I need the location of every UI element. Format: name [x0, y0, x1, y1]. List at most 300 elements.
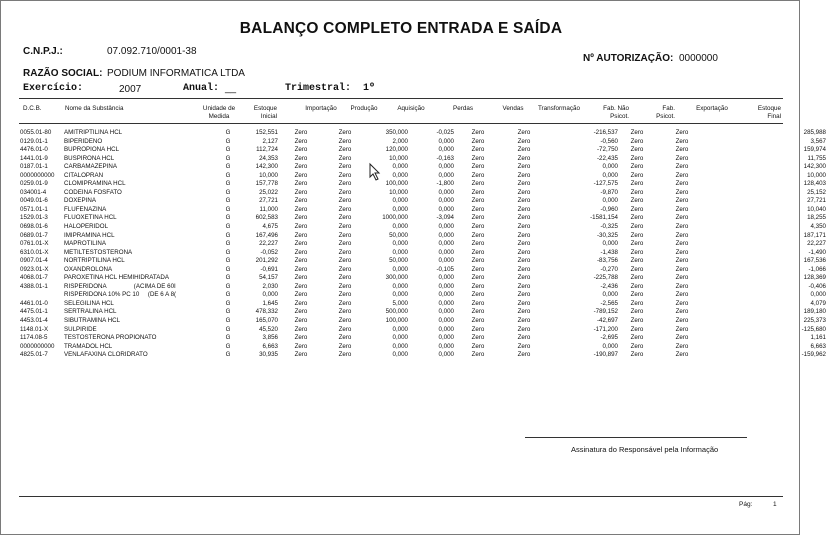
cell-exportacao: Zero	[675, 188, 689, 196]
cell-aquisicao: 120,000	[385, 146, 408, 154]
cell-producao: Zero	[338, 351, 352, 359]
cell-perdas: 0,000	[438, 308, 454, 316]
cell-unidade: G	[225, 214, 231, 222]
cell-dcb: 1529.01-3	[20, 214, 48, 222]
cell-importacao: Zero	[294, 282, 308, 290]
cell-unidade: G	[225, 265, 231, 273]
cell-perdas: 0,000	[438, 351, 454, 359]
cell-importacao: Zero	[294, 163, 308, 171]
cell-producao: Zero	[338, 137, 352, 145]
cell-aquisicao: 0,000	[392, 171, 408, 179]
cell-dcb: 4475.01-1	[20, 308, 48, 316]
footer-divider	[19, 496, 783, 497]
trimestral-label: Trimestral:	[285, 83, 352, 94]
cell-unidade: G	[225, 325, 231, 333]
cell-estoque-final: 10,000	[807, 171, 826, 179]
cell-estoque-inicial: 10,000	[259, 171, 278, 179]
cell-fab-psicot: Zero	[630, 334, 644, 342]
cell-transformacao: Zero	[517, 342, 531, 350]
cell-vendas: Zero	[471, 351, 485, 359]
cell-transformacao: Zero	[517, 257, 531, 265]
cell-vendas: Zero	[471, 154, 485, 162]
cell-transformacao: Zero	[517, 240, 531, 248]
cell-perdas: -0,105	[436, 265, 454, 273]
cell-aquisicao: 50,000	[389, 257, 408, 265]
cell-dcb: 4068.01-7	[20, 274, 48, 282]
cell-estoque-inicial: -0,052	[260, 248, 278, 256]
cell-perdas: -0,163	[436, 154, 454, 162]
cell-dcb: 0049.01-6	[20, 197, 48, 205]
cell-unidade: G	[225, 137, 231, 145]
cell-transformacao: Zero	[517, 154, 531, 162]
table-row	[20, 146, 826, 155]
cell-fab-psicot: Zero	[630, 265, 644, 273]
cell-exportacao: Zero	[675, 265, 689, 273]
cell-unidade: G	[225, 317, 231, 325]
cell-vendas: Zero	[471, 223, 485, 231]
table-row	[20, 232, 826, 241]
cell-aquisicao: 0,000	[392, 223, 408, 231]
cell-vendas: Zero	[471, 205, 485, 213]
col-fab-psicot: Fab. Psicot.	[656, 105, 675, 120]
cell-producao: Zero	[338, 334, 352, 342]
cell-fab-psicot: Zero	[630, 137, 644, 145]
table-row	[20, 283, 826, 292]
table-row	[20, 129, 826, 138]
cell-exportacao: Zero	[675, 163, 689, 171]
cell-dcb: 0689.01-7	[20, 231, 48, 239]
cell-fab-psicot: Zero	[630, 299, 644, 307]
table-row	[20, 266, 826, 275]
cell-fab-nao-psicot: -72,750	[597, 146, 618, 154]
cell-vendas: Zero	[471, 334, 485, 342]
cell-dcb: 0259.01-9	[20, 180, 48, 188]
cell-nome: HALOPERIDOL	[64, 223, 109, 231]
cell-nome: TESTOSTERONA PROPIONATO	[64, 334, 157, 342]
cell-perdas: -0,025	[436, 129, 454, 136]
cell-unidade: G	[225, 180, 231, 188]
cell-vendas: Zero	[471, 231, 485, 239]
cell-exportacao: Zero	[675, 282, 689, 290]
cell-estoque-inicial: 478,332	[255, 308, 278, 316]
cell-producao: Zero	[338, 325, 352, 333]
col-transformacao: Transformação	[537, 105, 581, 112]
cell-estoque-inicial: 45,520	[259, 325, 278, 333]
cell-fab-nao-psicot: -22,435	[597, 154, 618, 162]
cell-estoque-inicial: 2,127	[262, 137, 278, 145]
col-importacao: Importação	[305, 105, 337, 112]
cell-fab-nao-psicot: 0,000	[602, 197, 618, 205]
table-row	[20, 291, 826, 300]
cell-aquisicao: 0,000	[392, 163, 408, 171]
cell-fab-psicot: Zero	[630, 231, 644, 239]
columns-divider	[19, 123, 783, 124]
cell-unidade: G	[225, 351, 231, 359]
cell-fab-nao-psicot: -30,325	[597, 231, 618, 239]
cell-perdas: -3,094	[436, 214, 454, 222]
cell-transformacao: Zero	[517, 334, 531, 342]
cell-transformacao: Zero	[517, 180, 531, 188]
cell-estoque-final: 128,403	[803, 180, 826, 188]
cell-exportacao: Zero	[675, 154, 689, 162]
cell-fab-psicot: Zero	[630, 342, 644, 350]
page-label: Pág:	[739, 501, 753, 508]
cell-perdas: 0,000	[438, 205, 454, 213]
cell-nome: RISPERIDONA (ACIMA DE 60I	[64, 282, 176, 290]
cell-fab-psicot: Zero	[630, 325, 644, 333]
cell-estoque-inicial: 11,000	[259, 205, 278, 213]
cell-producao: Zero	[338, 129, 352, 136]
cell-fab-nao-psicot: -0,270	[600, 265, 618, 273]
cell-dcb: 0923.01-X	[20, 265, 49, 273]
cell-dcb: 6310.01-X	[20, 248, 49, 256]
cell-dcb: 1174.08-5	[20, 334, 48, 342]
cell-nome: MAPROTILINA	[64, 240, 106, 248]
cell-unidade: G	[225, 146, 231, 154]
cnpj-label: C.N.P.J.:	[23, 46, 63, 57]
signature-line	[525, 437, 747, 438]
cell-importacao: Zero	[294, 188, 308, 196]
cell-vendas: Zero	[471, 240, 485, 248]
cell-fab-psicot: Zero	[630, 171, 644, 179]
cell-fab-psicot: Zero	[630, 188, 644, 196]
cell-fab-psicot: Zero	[630, 154, 644, 162]
cell-transformacao: Zero	[517, 146, 531, 154]
cell-vendas: Zero	[471, 299, 485, 307]
cell-aquisicao: 0,000	[392, 342, 408, 350]
cell-vendas: Zero	[471, 180, 485, 188]
cell-nome: PAROXETINA HCL HEMIHIDRATADA	[64, 274, 169, 282]
anual-label: Anual:	[183, 83, 220, 94]
balance-table	[20, 129, 826, 360]
table-row	[20, 197, 826, 206]
cell-importacao: Zero	[294, 240, 308, 248]
cell-fab-psicot: Zero	[630, 197, 644, 205]
cell-aquisicao: 500,000	[385, 308, 408, 316]
cell-estoque-inicial: 152,551	[255, 129, 278, 136]
col-estoque-inicial: Estoque Inicial	[253, 105, 277, 120]
mouse-cursor-icon	[369, 163, 383, 181]
signature-label: Assinatura do Responsável pela Informação	[571, 445, 719, 454]
cell-estoque-inicial: 0,000	[262, 291, 278, 299]
cell-transformacao: Zero	[517, 317, 531, 325]
cell-nome: CITALOPRAN	[64, 171, 104, 179]
cell-dcb: 0000000000	[20, 342, 55, 350]
cell-estoque-inicial: 30,935	[259, 351, 278, 359]
cell-fab-psicot: Zero	[630, 146, 644, 154]
cell-fab-nao-psicot: -9,870	[600, 188, 618, 196]
cell-perdas: 0,000	[438, 240, 454, 248]
cell-fab-nao-psicot: -171,200	[593, 325, 618, 333]
cell-importacao: Zero	[294, 257, 308, 265]
cell-aquisicao: 0,000	[392, 334, 408, 342]
cell-unidade: G	[225, 308, 231, 316]
cell-producao: Zero	[338, 188, 352, 196]
cell-transformacao: Zero	[517, 248, 531, 256]
cell-exportacao: Zero	[675, 137, 689, 145]
cell-importacao: Zero	[294, 223, 308, 231]
cell-unidade: G	[225, 299, 231, 307]
cell-dcb	[20, 291, 64, 300]
cell-producao: Zero	[338, 163, 352, 171]
cell-fab-nao-psicot: -2,565	[600, 299, 618, 307]
cell-aquisicao: 10,000	[389, 188, 408, 196]
cell-vendas: Zero	[471, 129, 485, 136]
cell-estoque-inicial: 1,645	[262, 299, 278, 307]
cell-aquisicao: 2,000	[392, 137, 408, 145]
table-row	[20, 172, 826, 181]
cell-producao: Zero	[338, 180, 352, 188]
cell-vendas: Zero	[471, 146, 485, 154]
cell-estoque-final: 285,988	[803, 129, 826, 136]
cell-transformacao: Zero	[517, 282, 531, 290]
header-divider	[19, 98, 783, 99]
cell-nome: SIBUTRAMINA HCL	[64, 317, 121, 325]
cell-estoque-final: 225,373	[803, 317, 826, 325]
cell-unidade: G	[225, 154, 231, 162]
cell-perdas: 0,000	[438, 257, 454, 265]
cell-exportacao: Zero	[675, 146, 689, 154]
cell-transformacao: Zero	[517, 308, 531, 316]
table-row	[20, 308, 826, 317]
cell-aquisicao: 0,000	[392, 240, 408, 248]
cell-fab-nao-psicot: 0,000	[602, 291, 618, 299]
cell-producao: Zero	[338, 154, 352, 162]
cell-aquisicao: 1000,000	[382, 214, 408, 222]
cell-estoque-inicial: 27,721	[259, 197, 278, 205]
cell-vendas: Zero	[471, 163, 485, 171]
cell-nome: CARBAMAZEPINA	[64, 163, 117, 171]
cell-vendas: Zero	[471, 248, 485, 256]
cell-importacao: Zero	[294, 248, 308, 256]
cell-perdas: 0,000	[438, 274, 454, 282]
table-row	[20, 317, 826, 326]
cell-estoque-inicial: 165,070	[255, 317, 278, 325]
cell-transformacao: Zero	[517, 351, 531, 359]
table-row	[20, 155, 826, 164]
cell-estoque-final: 4,079	[810, 299, 826, 307]
cell-nome: RISPERIDONA 10% PC 10 (DE 6 A 8(	[64, 291, 177, 299]
cell-estoque-inicial: 167,496	[255, 231, 278, 239]
cell-exportacao: Zero	[675, 171, 689, 179]
cell-producao: Zero	[338, 231, 352, 239]
cell-fab-nao-psicot: -127,575	[593, 180, 618, 188]
cell-aquisicao: 350,000	[385, 129, 408, 136]
cell-perdas: 0,000	[438, 317, 454, 325]
cell-fab-nao-psicot: -789,152	[593, 308, 618, 316]
cell-exportacao: Zero	[675, 240, 689, 248]
exercicio-value: 2007	[119, 84, 142, 95]
cell-importacao: Zero	[294, 351, 308, 359]
cell-dcb: 0571.01-1	[20, 205, 48, 213]
cell-exportacao: Zero	[675, 317, 689, 325]
cell-exportacao: Zero	[675, 129, 689, 136]
col-exportacao: Exportação	[696, 105, 728, 112]
cell-importacao: Zero	[294, 146, 308, 154]
table-row	[20, 180, 826, 189]
col-fab-nao-psicot: Fab. Não Psicot.	[603, 105, 629, 120]
cell-perdas: 0,000	[438, 291, 454, 299]
cell-estoque-final: -159,962	[801, 351, 826, 359]
cell-dcb: 0000000000	[20, 171, 55, 179]
cell-fab-nao-psicot: -190,897	[593, 351, 618, 359]
cell-estoque-final: 22,227	[807, 240, 826, 248]
cell-producao: Zero	[338, 291, 352, 299]
cell-importacao: Zero	[294, 299, 308, 307]
cell-fab-nao-psicot: -2,436	[600, 282, 618, 290]
cell-nome: AMITRIPTILINA HCL	[64, 129, 123, 136]
cell-estoque-final: 159,974	[803, 146, 826, 154]
cell-fab-psicot: Zero	[630, 317, 644, 325]
table-row	[20, 351, 826, 360]
cell-transformacao: Zero	[517, 231, 531, 239]
cell-estoque-final: 1,161	[810, 334, 826, 342]
exercicio-label: Exercício:	[23, 83, 84, 94]
cell-unidade: G	[225, 205, 231, 213]
col-dcb: D.C.B.	[23, 105, 42, 112]
table-row	[20, 334, 826, 343]
cell-fab-nao-psicot: -225,788	[593, 274, 618, 282]
cell-transformacao: Zero	[517, 274, 531, 282]
cell-nome: BUSPIRONA HCL	[64, 154, 115, 162]
cell-dcb: 1148.01-X	[20, 325, 49, 333]
cell-unidade: G	[225, 223, 231, 231]
cell-importacao: Zero	[294, 342, 308, 350]
cell-estoque-final: -125,680	[801, 325, 826, 333]
autorizacao-value: 0000000	[679, 53, 718, 64]
cell-estoque-inicial: 6,663	[262, 342, 278, 350]
cell-fab-nao-psicot: -2,695	[600, 334, 618, 342]
cell-fab-psicot: Zero	[630, 129, 644, 136]
cell-fab-psicot: Zero	[630, 240, 644, 248]
table-row	[20, 223, 826, 232]
cell-exportacao: Zero	[675, 274, 689, 282]
anual-value: __	[225, 83, 237, 94]
table-row	[20, 240, 826, 249]
cell-estoque-inicial: 602,583	[255, 214, 278, 222]
cell-perdas: 0,000	[438, 282, 454, 290]
cell-exportacao: Zero	[675, 299, 689, 307]
cell-exportacao: Zero	[675, 248, 689, 256]
cell-nome: VENLAFAXINA CLORIDRATO	[64, 351, 148, 359]
cell-estoque-final: 3,567	[810, 137, 826, 145]
cell-perdas: 0,000	[438, 334, 454, 342]
cell-aquisicao: 0,000	[392, 197, 408, 205]
cell-nome: SULPIRIDE	[64, 325, 97, 333]
cell-vendas: Zero	[471, 137, 485, 145]
cell-fab-nao-psicot: -83,756	[597, 257, 618, 265]
cell-nome: METILTESTOSTERONA	[64, 248, 133, 256]
cell-estoque-final: 25,152	[807, 188, 826, 196]
cell-transformacao: Zero	[517, 205, 531, 213]
report-title: BALANÇO COMPLETO ENTRADA E SAÍDA	[239, 20, 563, 37]
table-row	[20, 274, 826, 283]
cell-unidade: G	[225, 171, 231, 179]
table-row	[20, 163, 826, 172]
cell-estoque-final: -0,406	[808, 282, 826, 290]
cell-fab-nao-psicot: -1581,154	[590, 214, 618, 222]
cell-dcb: 4825.01-7	[20, 351, 48, 359]
table-row	[20, 214, 826, 223]
cell-producao: Zero	[338, 240, 352, 248]
cell-vendas: Zero	[471, 282, 485, 290]
cell-estoque-final: -1,066	[808, 265, 826, 273]
table-row	[20, 343, 826, 352]
cell-unidade: G	[225, 274, 231, 282]
cell-estoque-final: 4,350	[810, 223, 826, 231]
cell-perdas: 0,000	[438, 137, 454, 145]
cell-perdas: 0,000	[438, 146, 454, 154]
cell-producao: Zero	[338, 205, 352, 213]
cell-importacao: Zero	[294, 171, 308, 179]
cell-nome: TRAMADOL HCL	[64, 342, 113, 350]
cell-fab-nao-psicot: -0,325	[600, 223, 618, 231]
cell-aquisicao: 300,000	[385, 274, 408, 282]
cell-estoque-final: 128,369	[803, 274, 826, 282]
cell-perdas: 0,000	[438, 188, 454, 196]
cell-importacao: Zero	[294, 325, 308, 333]
cell-exportacao: Zero	[675, 351, 689, 359]
cell-producao: Zero	[338, 248, 352, 256]
cell-exportacao: Zero	[675, 197, 689, 205]
cell-fab-psicot: Zero	[630, 282, 644, 290]
cell-nome: CODEINA FOSFATO	[64, 188, 122, 196]
cell-exportacao: Zero	[675, 231, 689, 239]
cell-estoque-final: 10,040	[807, 205, 826, 213]
cell-aquisicao: 0,000	[392, 248, 408, 256]
col-aquisicao: Aquisição	[397, 105, 425, 112]
cell-fab-nao-psicot: -0,560	[600, 137, 618, 145]
cell-fab-psicot: Zero	[630, 248, 644, 256]
cell-estoque-inicial: 3,856	[262, 334, 278, 342]
cell-unidade: G	[225, 342, 231, 350]
cell-estoque-final: 11,755	[807, 154, 826, 162]
col-nome: Nome da Substância	[65, 105, 124, 112]
cell-importacao: Zero	[294, 231, 308, 239]
cell-unidade: G	[225, 282, 231, 290]
cell-fab-nao-psicot: -42,697	[597, 317, 618, 325]
cell-exportacao: Zero	[675, 291, 689, 299]
cell-importacao: Zero	[294, 308, 308, 316]
cell-transformacao: Zero	[517, 129, 531, 136]
cell-importacao: Zero	[294, 265, 308, 273]
cell-fab-psicot: Zero	[630, 274, 644, 282]
cell-vendas: Zero	[471, 274, 485, 282]
cell-aquisicao: 0,000	[392, 325, 408, 333]
cell-unidade: G	[225, 129, 231, 136]
cell-perdas: 0,000	[438, 231, 454, 239]
cell-fab-psicot: Zero	[630, 223, 644, 231]
cell-estoque-final: 189,180	[803, 308, 826, 316]
cell-producao: Zero	[338, 257, 352, 265]
cell-estoque-inicial: 54,157	[259, 274, 278, 282]
col-perdas: Perdas	[453, 105, 473, 112]
cell-exportacao: Zero	[675, 334, 689, 342]
cell-aquisicao: 10,000	[389, 154, 408, 162]
cell-estoque-inicial: 201,292	[255, 257, 278, 265]
cell-fab-nao-psicot: -216,537	[593, 129, 618, 136]
cell-vendas: Zero	[471, 257, 485, 265]
cell-dcb: 0907.01-4	[20, 257, 48, 265]
cell-exportacao: Zero	[675, 342, 689, 350]
cell-importacao: Zero	[294, 214, 308, 222]
cell-dcb: 4453.01-4	[20, 317, 48, 325]
cell-unidade: G	[225, 240, 231, 248]
cell-transformacao: Zero	[517, 265, 531, 273]
cell-aquisicao: 0,000	[392, 265, 408, 273]
cell-nome: IMIPRAMINA HCL	[64, 231, 115, 239]
cell-nome: FLUOXETINA HCL	[64, 214, 117, 222]
